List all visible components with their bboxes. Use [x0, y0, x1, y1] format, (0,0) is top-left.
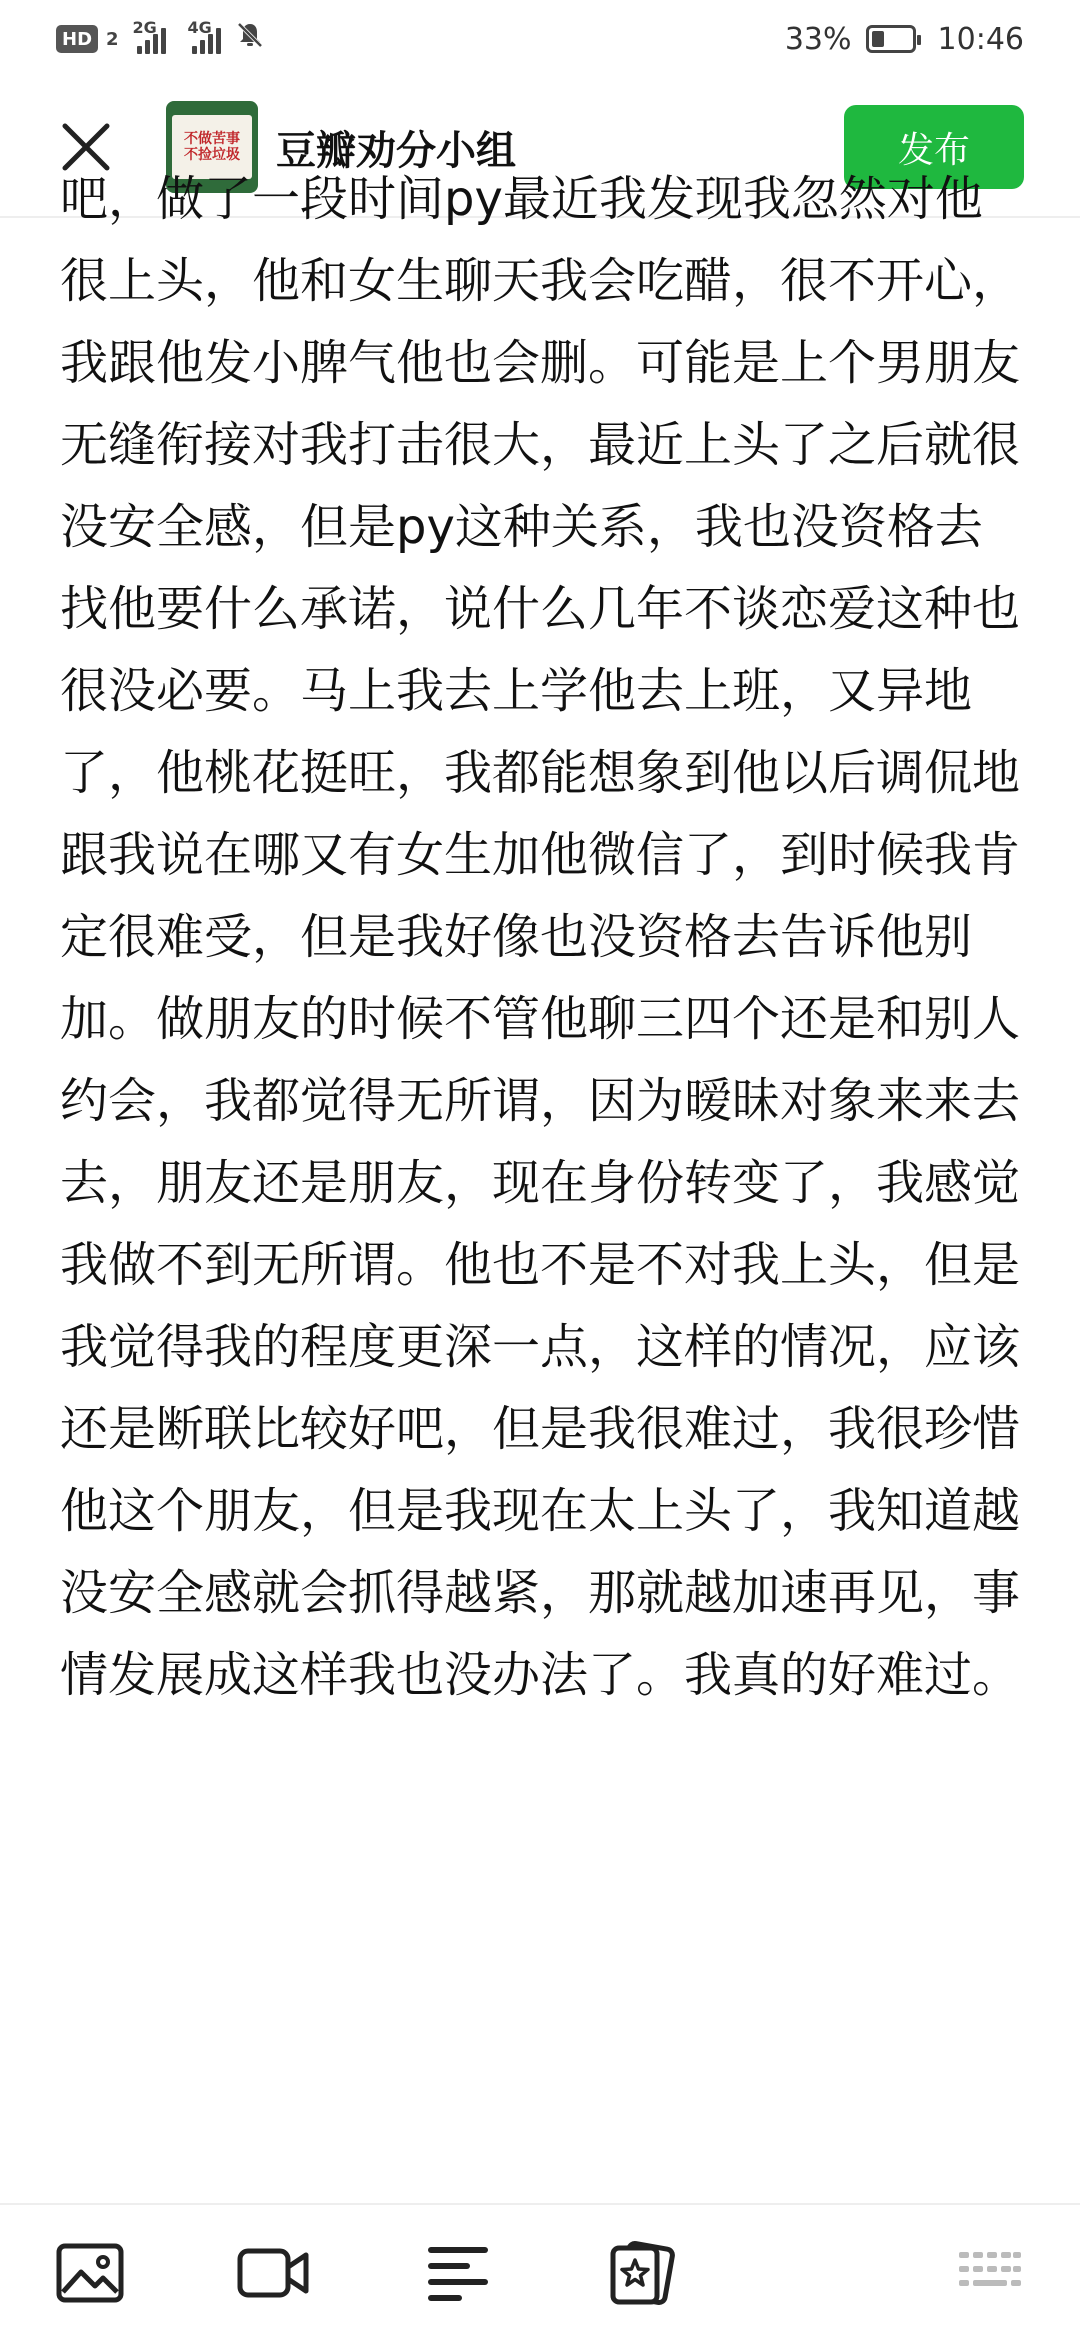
- battery-percent: 33%: [784, 21, 852, 57]
- video-icon: [236, 2245, 312, 2301]
- image-icon: [55, 2242, 125, 2304]
- sim-slot: 2: [106, 28, 119, 50]
- insert-video-button[interactable]: [234, 2233, 314, 2313]
- avatar-sign-line1: 不做苦事: [184, 131, 240, 147]
- editor-toolbar: [0, 2203, 1080, 2340]
- hd-badge: HD: [56, 25, 98, 53]
- post-editor[interactable]: [0, 171, 1080, 2203]
- signal-4g-icon: [187, 18, 221, 54]
- keyboard-icon: [957, 2248, 1023, 2298]
- mute-bell-icon: [235, 20, 265, 58]
- star-card-icon: [607, 2240, 677, 2306]
- post-body-text[interactable]: 吧，做了一段时间py最近我发现我忽然对他很上头，他和女生聊天我会吃醋，很不开心，我跟他发小脾气他也会删。可能是上个男朋友无缝衔接对我打击很大，最近上头了之后就很没安全感，但是py这种关系，我也没资格去找他要什么承诺，说什么几年不谈恋爱这种也很没必要。马上我去上学他去上班，又异地了，他桃花挺旺，我都能想象到他以后调侃地跟我说在哪又有女生加他微信了，到时候我肯定很难受，但是我好像也没资格去告诉他别加。做朋友的时候不管他聊三四个还是和别人约会，我都觉得无所谓，因为暧昧对象来来去去，朋友还是朋友，现在身份转变了，我感觉我做不到无所谓。他也不是不对我上头，但是我觉得我的程度更深一点，这样的情况，应该还是断联比较好吧，但是我很难过，我很珍惜他这个朋友，但是我现在太上头了，我知道越没安全感就会抓得越紧，那就越加速再见，事情发展成这样我也没办法了。我真的好难过。: [60, 171, 1021, 1703]
- status-left: [56, 20, 265, 58]
- network-2g-label: 2G: [132, 18, 157, 37]
- battery-icon: [866, 25, 916, 53]
- clock: 10:46: [937, 21, 1024, 57]
- avatar-sign-line2: 不捡垃圾: [184, 147, 240, 163]
- text-format-icon: [425, 2242, 491, 2304]
- publish-button[interactable]: 发布: [844, 105, 1024, 189]
- insert-rating-button[interactable]: [602, 2233, 682, 2313]
- insert-image-button[interactable]: [50, 2233, 130, 2313]
- text-format-button[interactable]: [418, 2233, 498, 2313]
- status-right: [785, 22, 1024, 57]
- battery-fill: [872, 31, 885, 47]
- group-name[interactable]: 豆瓣劝分小组: [276, 127, 516, 174]
- status-bar: [0, 0, 1080, 78]
- network-4g-label: 4G: [187, 18, 212, 37]
- signal-2g-icon: [132, 18, 166, 54]
- keyboard-toggle-button[interactable]: [950, 2233, 1030, 2313]
